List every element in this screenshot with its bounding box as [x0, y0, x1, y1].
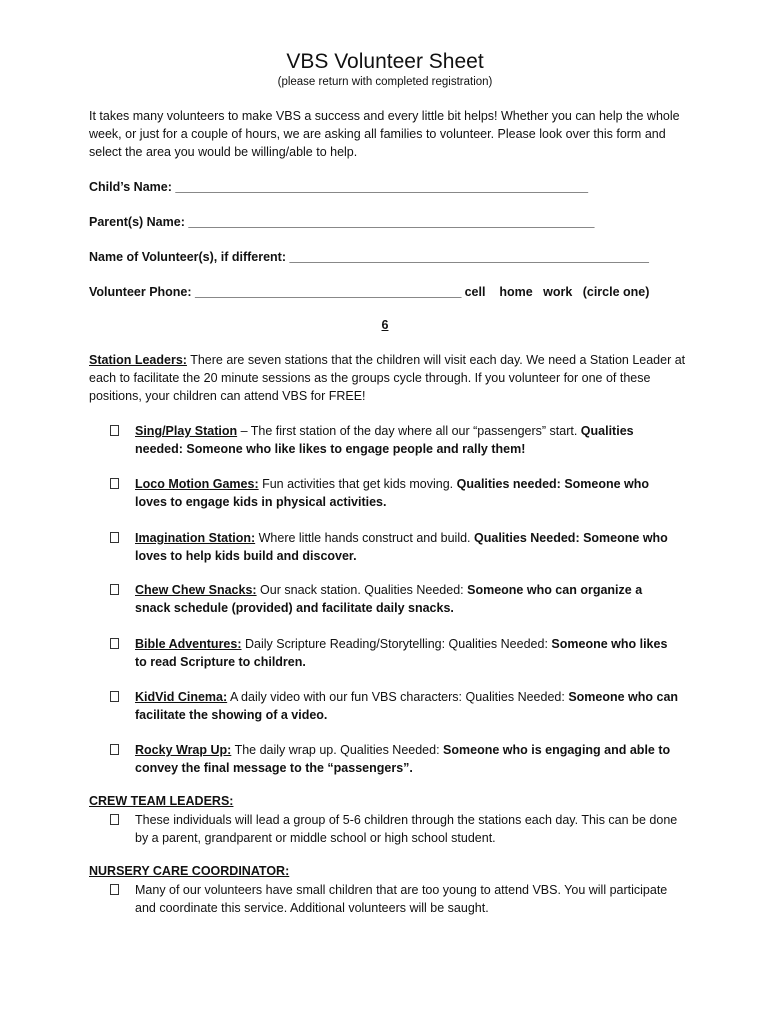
station-qual: Someone who loves to help kids build and discover.: [135, 531, 668, 563]
page-title: VBS Volunteer Sheet: [286, 50, 484, 73]
station-leaders-heading: Station Leaders:: [89, 353, 187, 367]
station-desc: Where little hands construct and build.: [255, 531, 475, 545]
station-qual: Someone who likes to read Scripture to children.: [135, 637, 668, 669]
station-item-text: [135, 581, 680, 617]
station-item-text: [135, 422, 680, 458]
parent-name-label: Parent(s) Name:: [89, 215, 185, 229]
phone-type-options[interactable]: cell home work (circle one): [464, 285, 650, 299]
station-qual-label: Qualities needed:: [456, 477, 565, 491]
station-desc: Fun activities that get kids moving.: [258, 477, 457, 491]
nursery-heading: NURSERY CARE COORDINATOR:: [89, 864, 290, 878]
station-name: Sing/Play Station: [135, 424, 238, 438]
checkbox[interactable]: [110, 532, 119, 543]
station-qual-label: Qualities Needed:: [474, 531, 584, 545]
child-name-line[interactable]: ______________________________________________________________: [175, 180, 588, 194]
page-subtitle: (please return with completed registration): [277, 76, 493, 88]
checkbox[interactable]: [110, 744, 119, 755]
station-name: KidVid Cinema:: [135, 690, 228, 704]
crew-heading: CREW TEAM LEADERS:: [89, 794, 234, 808]
checkbox[interactable]: [110, 425, 119, 436]
volunteer-phone-label: Volunteer Phone:: [89, 285, 192, 299]
volunteer-name-label: Name of Volunteer(s), if different:: [89, 250, 287, 264]
page-number-mark: 6: [381, 318, 389, 332]
crew-text: These individuals will lead a group of 5-6 children through the stations each day. This can be done by a parent, grandparent or middle school or high school student.: [135, 813, 678, 845]
checkbox[interactable]: [110, 884, 119, 895]
station-desc: – The first station of the day where all our “passengers” start.: [237, 424, 581, 438]
volunteer-name-field: [89, 250, 649, 264]
intro-paragraph: It takes many volunteers to make VBS a success and every little bit helps! Whether you can help the whole week, or just for a couple of hours, we are asking all families to volunteer. Please look over this form and select the area you would be willing/able to help.: [89, 109, 680, 159]
parent-name-line[interactable]: _____________________________________________________________: [188, 215, 595, 229]
station-leaders-text: There are seven stations that the children will visit each day. We need a Station Leader at each to facilitate the 20 minute sessions as the groups cycle through. If you volunteer for one of these positions, your children can attend VBS for FREE!: [89, 353, 686, 403]
station-name: Chew Chew Snacks:: [135, 583, 257, 597]
station-qual-label: Qualities needed:: [135, 424, 634, 456]
checkbox[interactable]: [110, 638, 119, 649]
station-name: Imagination Station:: [135, 531, 256, 545]
station-qual: Someone who can organize a snack schedule (provided) and facilitate daily snacks.: [135, 583, 643, 615]
station-item-text: [135, 635, 680, 671]
child-name-field: [89, 180, 588, 194]
volunteer-phone-field: [89, 285, 649, 299]
checkbox[interactable]: [110, 814, 119, 825]
checkbox[interactable]: [110, 584, 119, 595]
station-desc: Daily Scripture Reading/Storytelling: Qualities Needed:: [241, 637, 552, 651]
checkbox[interactable]: [110, 478, 119, 489]
station-item-text: [135, 475, 680, 511]
station-item-text: [135, 688, 680, 724]
station-qual: Someone who can facilitate the showing of a video.: [135, 690, 679, 722]
station-desc: The daily wrap up. Qualities Needed:: [231, 743, 444, 757]
station-name: Loco Motion Games:: [135, 477, 259, 491]
station-leaders-paragraph: [89, 351, 689, 405]
volunteer-phone-line[interactable]: ________________________________________: [195, 285, 462, 299]
parent-name-field: [89, 215, 594, 229]
station-qual: Someone who like likes to engage people and rally them!: [186, 442, 526, 456]
station-qual: Someone who is engaging and able to convey the final message to the “passengers”.: [135, 743, 671, 775]
station-item-text: [135, 529, 680, 565]
station-qual: Someone who loves to engage kids in physical activities.: [135, 477, 650, 509]
checkbox[interactable]: [110, 691, 119, 702]
nursery-text: Many of our volunteers have small children that are too young to attend VBS. You will participate and coordinate this service. Additional volunteers will be saught.: [135, 883, 668, 915]
station-desc: Our snack station. Qualities Needed:: [256, 583, 468, 597]
station-item-text: [135, 741, 680, 777]
station-name: Rocky Wrap Up:: [135, 743, 232, 757]
child-name-label: Child’s Name:: [89, 180, 172, 194]
volunteer-name-line[interactable]: ______________________________________________________: [289, 250, 649, 264]
station-desc: A daily video with our fun VBS characters: Qualities Needed:: [227, 690, 569, 704]
station-name: Bible Adventures:: [135, 637, 242, 651]
